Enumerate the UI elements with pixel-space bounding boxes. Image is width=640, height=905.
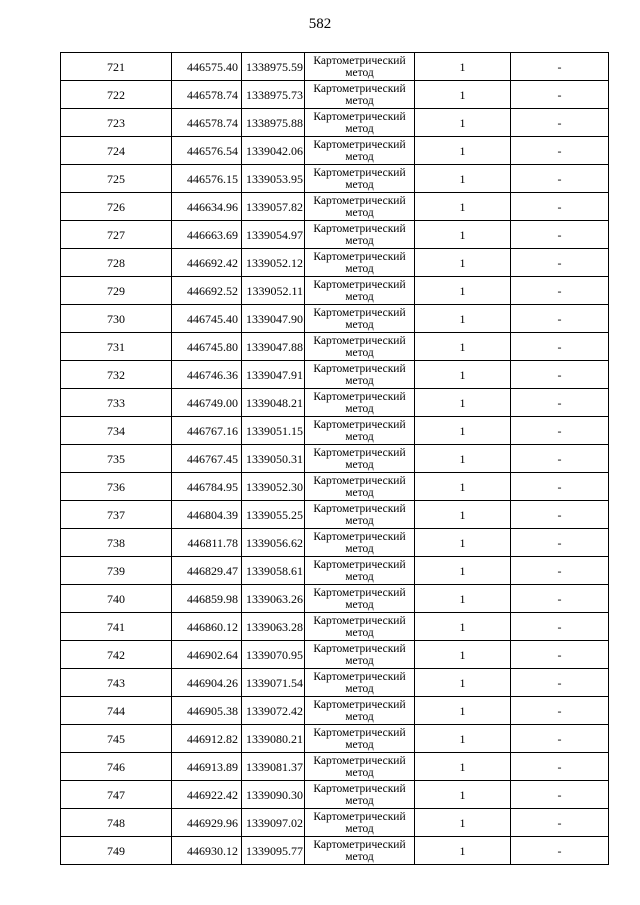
point-number-cell: 724 (61, 137, 172, 165)
method-cell: Картометрический метод (305, 557, 415, 585)
table-row (61, 585, 609, 613)
method-cell: Картометрический метод (305, 809, 415, 837)
y-coordinate-cell: 1338975.59 (242, 53, 305, 81)
method-cell: Картометрический метод (305, 53, 415, 81)
note-cell: - (511, 781, 609, 809)
accuracy-cell: 1 (415, 781, 511, 809)
point-number-cell: 721 (61, 53, 172, 81)
note-cell: - (511, 333, 609, 361)
point-number-cell: 730 (61, 305, 172, 333)
accuracy-cell: 1 (415, 445, 511, 473)
y-coordinate-cell: 1339042.06 (242, 137, 305, 165)
point-number-cell: 746 (61, 753, 172, 781)
y-coordinate-cell: 1339056.62 (242, 529, 305, 557)
x-coordinate-cell: 446578.74 (172, 109, 242, 137)
y-coordinate-cell: 1339070.95 (242, 641, 305, 669)
x-coordinate-cell: 446929.96 (172, 809, 242, 837)
table-row (61, 753, 609, 781)
accuracy-cell: 1 (415, 305, 511, 333)
note-cell: - (511, 641, 609, 669)
note-cell: - (511, 305, 609, 333)
point-number-cell: 740 (61, 585, 172, 613)
note-cell: - (511, 81, 609, 109)
accuracy-cell: 1 (415, 333, 511, 361)
method-cell: Картометрический метод (305, 641, 415, 669)
x-coordinate-cell: 446829.47 (172, 557, 242, 585)
x-coordinate-cell: 446745.80 (172, 333, 242, 361)
y-coordinate-cell: 1339048.21 (242, 389, 305, 417)
x-coordinate-cell: 446576.15 (172, 165, 242, 193)
accuracy-cell: 1 (415, 361, 511, 389)
method-cell: Картометрический метод (305, 697, 415, 725)
x-coordinate-cell: 446912.82 (172, 725, 242, 753)
table-row (61, 697, 609, 725)
accuracy-cell: 1 (415, 613, 511, 641)
point-number-cell: 729 (61, 277, 172, 305)
x-coordinate-cell: 446634.96 (172, 193, 242, 221)
accuracy-cell: 1 (415, 809, 511, 837)
x-coordinate-cell: 446767.45 (172, 445, 242, 473)
accuracy-cell: 1 (415, 529, 511, 557)
method-cell: Картометрический метод (305, 781, 415, 809)
point-number-cell: 722 (61, 81, 172, 109)
note-cell: - (511, 53, 609, 81)
y-coordinate-cell: 1339063.26 (242, 585, 305, 613)
table-row (61, 389, 609, 417)
accuracy-cell: 1 (415, 249, 511, 277)
y-coordinate-cell: 1339063.28 (242, 613, 305, 641)
note-cell: - (511, 613, 609, 641)
table-row (61, 193, 609, 221)
method-cell: Картометрический метод (305, 277, 415, 305)
x-coordinate-cell: 446746.36 (172, 361, 242, 389)
table-row (61, 361, 609, 389)
point-number-cell: 735 (61, 445, 172, 473)
x-coordinate-cell: 446576.54 (172, 137, 242, 165)
accuracy-cell: 1 (415, 277, 511, 305)
method-cell: Картометрический метод (305, 417, 415, 445)
note-cell: - (511, 697, 609, 725)
accuracy-cell: 1 (415, 697, 511, 725)
method-cell: Картометрический метод (305, 585, 415, 613)
page-number: 582 (308, 16, 332, 32)
note-cell: - (511, 501, 609, 529)
note-cell: - (511, 529, 609, 557)
method-cell: Картометрический метод (305, 193, 415, 221)
method-cell: Картометрический метод (305, 613, 415, 641)
method-cell: Картометрический метод (305, 501, 415, 529)
note-cell: - (511, 473, 609, 501)
y-coordinate-cell: 1339054.97 (242, 221, 305, 249)
table-body (61, 53, 609, 865)
point-number-cell: 736 (61, 473, 172, 501)
x-coordinate-cell: 446692.42 (172, 249, 242, 277)
accuracy-cell: 1 (415, 221, 511, 249)
table-row (61, 53, 609, 81)
y-coordinate-cell: 1339052.30 (242, 473, 305, 501)
method-cell: Картометрический метод (305, 837, 415, 865)
note-cell: - (511, 585, 609, 613)
point-number-cell: 739 (61, 557, 172, 585)
method-cell: Картометрический метод (305, 221, 415, 249)
y-coordinate-cell: 1339051.15 (242, 417, 305, 445)
method-cell: Картометрический метод (305, 165, 415, 193)
accuracy-cell: 1 (415, 557, 511, 585)
method-cell: Картометрический метод (305, 669, 415, 697)
y-coordinate-cell: 1339071.54 (242, 669, 305, 697)
point-number-cell: 742 (61, 641, 172, 669)
note-cell: - (511, 165, 609, 193)
accuracy-cell: 1 (415, 585, 511, 613)
method-cell: Картометрический метод (305, 389, 415, 417)
accuracy-cell: 1 (415, 753, 511, 781)
method-cell: Картометрический метод (305, 137, 415, 165)
x-coordinate-cell: 446930.12 (172, 837, 242, 865)
point-number-cell: 737 (61, 501, 172, 529)
table-row (61, 445, 609, 473)
y-coordinate-cell: 1339050.31 (242, 445, 305, 473)
point-number-cell: 741 (61, 613, 172, 641)
y-coordinate-cell: 1339052.11 (242, 277, 305, 305)
method-cell: Картометрический метод (305, 473, 415, 501)
accuracy-cell: 1 (415, 137, 511, 165)
table-row (61, 333, 609, 361)
note-cell: - (511, 417, 609, 445)
table-row (61, 137, 609, 165)
y-coordinate-cell: 1339052.12 (242, 249, 305, 277)
note-cell: - (511, 809, 609, 837)
point-number-cell: 745 (61, 725, 172, 753)
note-cell: - (511, 445, 609, 473)
table-row (61, 557, 609, 585)
y-coordinate-cell: 1339047.88 (242, 333, 305, 361)
coordinates-table (60, 52, 609, 865)
x-coordinate-cell: 446902.64 (172, 641, 242, 669)
y-coordinate-cell: 1339057.82 (242, 193, 305, 221)
method-cell: Картометрический метод (305, 81, 415, 109)
x-coordinate-cell: 446767.16 (172, 417, 242, 445)
point-number-cell: 726 (61, 193, 172, 221)
table-row (61, 473, 609, 501)
method-cell: Картометрический метод (305, 753, 415, 781)
table-row (61, 305, 609, 333)
point-number-cell: 743 (61, 669, 172, 697)
point-number-cell: 744 (61, 697, 172, 725)
y-coordinate-cell: 1339097.02 (242, 809, 305, 837)
table-row (61, 109, 609, 137)
y-coordinate-cell: 1339095.77 (242, 837, 305, 865)
table-row (61, 249, 609, 277)
method-cell: Картометрический метод (305, 725, 415, 753)
accuracy-cell: 1 (415, 193, 511, 221)
method-cell: Картометрический метод (305, 333, 415, 361)
accuracy-cell: 1 (415, 389, 511, 417)
x-coordinate-cell: 446922.42 (172, 781, 242, 809)
x-coordinate-cell: 446745.40 (172, 305, 242, 333)
note-cell: - (511, 193, 609, 221)
x-coordinate-cell: 446804.39 (172, 501, 242, 529)
note-cell: - (511, 221, 609, 249)
x-coordinate-cell: 446811.78 (172, 529, 242, 557)
x-coordinate-cell: 446692.52 (172, 277, 242, 305)
table-row (61, 529, 609, 557)
table-row (61, 277, 609, 305)
method-cell: Картометрический метод (305, 529, 415, 557)
method-cell: Картометрический метод (305, 445, 415, 473)
y-coordinate-cell: 1339072.42 (242, 697, 305, 725)
y-coordinate-cell: 1339053.95 (242, 165, 305, 193)
x-coordinate-cell: 446784.95 (172, 473, 242, 501)
note-cell: - (511, 109, 609, 137)
table-row (61, 417, 609, 445)
method-cell: Картометрический метод (305, 305, 415, 333)
accuracy-cell: 1 (415, 417, 511, 445)
point-number-cell: 728 (61, 249, 172, 277)
x-coordinate-cell: 446663.69 (172, 221, 242, 249)
note-cell: - (511, 389, 609, 417)
point-number-cell: 727 (61, 221, 172, 249)
table-row (61, 669, 609, 697)
y-coordinate-cell: 1339090.30 (242, 781, 305, 809)
accuracy-cell: 1 (415, 501, 511, 529)
accuracy-cell: 1 (415, 837, 511, 865)
x-coordinate-cell: 446904.26 (172, 669, 242, 697)
note-cell: - (511, 753, 609, 781)
point-number-cell: 734 (61, 417, 172, 445)
accuracy-cell: 1 (415, 669, 511, 697)
x-coordinate-cell: 446749.00 (172, 389, 242, 417)
table-row (61, 809, 609, 837)
x-coordinate-cell: 446575.40 (172, 53, 242, 81)
x-coordinate-cell: 446913.89 (172, 753, 242, 781)
x-coordinate-cell: 446578.74 (172, 81, 242, 109)
note-cell: - (511, 277, 609, 305)
x-coordinate-cell: 446860.12 (172, 613, 242, 641)
note-cell: - (511, 725, 609, 753)
point-number-cell: 749 (61, 837, 172, 865)
point-number-cell: 725 (61, 165, 172, 193)
y-coordinate-cell: 1339081.37 (242, 753, 305, 781)
accuracy-cell: 1 (415, 109, 511, 137)
note-cell: - (511, 249, 609, 277)
table-row (61, 837, 609, 865)
note-cell: - (511, 669, 609, 697)
accuracy-cell: 1 (415, 641, 511, 669)
point-number-cell: 747 (61, 781, 172, 809)
table-row (61, 725, 609, 753)
note-cell: - (511, 137, 609, 165)
method-cell: Картометрический метод (305, 109, 415, 137)
table-row (61, 165, 609, 193)
table-row (61, 221, 609, 249)
table-row (61, 613, 609, 641)
accuracy-cell: 1 (415, 725, 511, 753)
point-number-cell: 748 (61, 809, 172, 837)
table-row (61, 81, 609, 109)
method-cell: Картометрический метод (305, 361, 415, 389)
table-row (61, 781, 609, 809)
point-number-cell: 723 (61, 109, 172, 137)
table-row (61, 641, 609, 669)
point-number-cell: 732 (61, 361, 172, 389)
point-number-cell: 733 (61, 389, 172, 417)
y-coordinate-cell: 1339080.21 (242, 725, 305, 753)
point-number-cell: 731 (61, 333, 172, 361)
y-coordinate-cell: 1339047.91 (242, 361, 305, 389)
y-coordinate-cell: 1339058.61 (242, 557, 305, 585)
x-coordinate-cell: 446859.98 (172, 585, 242, 613)
y-coordinate-cell: 1338975.88 (242, 109, 305, 137)
accuracy-cell: 1 (415, 81, 511, 109)
accuracy-cell: 1 (415, 165, 511, 193)
method-cell: Картометрический метод (305, 249, 415, 277)
note-cell: - (511, 557, 609, 585)
note-cell: - (511, 837, 609, 865)
accuracy-cell: 1 (415, 473, 511, 501)
table-row (61, 501, 609, 529)
accuracy-cell: 1 (415, 53, 511, 81)
note-cell: - (511, 361, 609, 389)
y-coordinate-cell: 1339047.90 (242, 305, 305, 333)
y-coordinate-cell: 1339055.25 (242, 501, 305, 529)
y-coordinate-cell: 1338975.73 (242, 81, 305, 109)
point-number-cell: 738 (61, 529, 172, 557)
x-coordinate-cell: 446905.38 (172, 697, 242, 725)
